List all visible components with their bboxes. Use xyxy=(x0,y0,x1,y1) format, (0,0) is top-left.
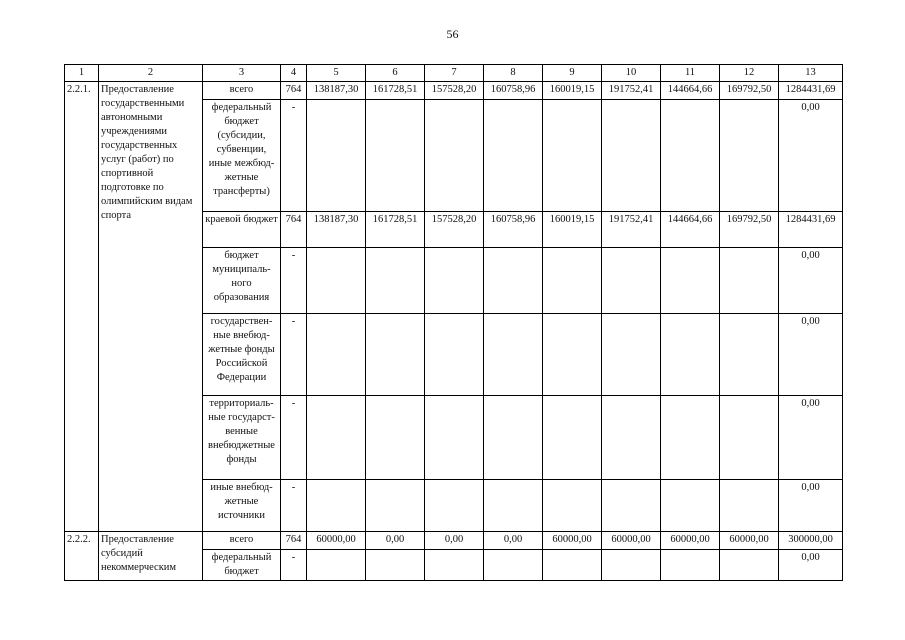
total-cell: 0,00 xyxy=(779,396,843,480)
value-cell: 144664,66 xyxy=(661,82,720,100)
value-cell xyxy=(602,248,661,314)
value-cell xyxy=(661,314,720,396)
value-cell xyxy=(307,480,366,532)
source-cell: бюджет муниципаль-ного образования xyxy=(203,248,281,314)
value-cell: 169792,50 xyxy=(720,212,779,248)
header-cell: 7 xyxy=(425,65,484,82)
value-cell xyxy=(661,396,720,480)
value-cell xyxy=(366,396,425,480)
value-cell: 144664,66 xyxy=(661,212,720,248)
value-cell xyxy=(602,314,661,396)
value-cell xyxy=(484,480,543,532)
value-cell xyxy=(484,100,543,212)
value-cell xyxy=(307,248,366,314)
value-cell: 160019,15 xyxy=(543,212,602,248)
header-cell: 10 xyxy=(602,65,661,82)
value-cell: 160758,96 xyxy=(484,212,543,248)
value-cell xyxy=(543,480,602,532)
table-row xyxy=(65,532,843,550)
code-cell: - xyxy=(281,480,307,532)
header-cell: 6 xyxy=(366,65,425,82)
header-cell: 1 xyxy=(65,65,99,82)
code-cell: 764 xyxy=(281,212,307,248)
row-index: 2.2.2. xyxy=(65,532,99,581)
value-cell xyxy=(720,550,779,581)
value-cell: 157528,20 xyxy=(425,212,484,248)
value-cell xyxy=(307,100,366,212)
value-cell: 138187,30 xyxy=(307,82,366,100)
value-cell: 0,00 xyxy=(425,532,484,550)
value-cell xyxy=(307,550,366,581)
value-cell: 60000,00 xyxy=(661,532,720,550)
value-cell xyxy=(366,248,425,314)
row-name: Предоставление государственными автономными учреждениями государственных услуг (работ) по спортивной подготовке по олимпийским видам спорта xyxy=(99,82,203,532)
value-cell xyxy=(602,550,661,581)
value-cell xyxy=(720,396,779,480)
source-cell: иные внебюд-жетные источники xyxy=(203,480,281,532)
header-row xyxy=(65,65,843,82)
value-cell xyxy=(661,100,720,212)
code-cell: - xyxy=(281,248,307,314)
total-cell: 0,00 xyxy=(779,550,843,581)
value-cell xyxy=(543,550,602,581)
value-cell xyxy=(661,550,720,581)
total-cell: 0,00 xyxy=(779,480,843,532)
value-cell xyxy=(307,396,366,480)
code-cell: 764 xyxy=(281,532,307,550)
value-cell: 60000,00 xyxy=(307,532,366,550)
value-cell xyxy=(602,396,661,480)
value-cell: 160019,15 xyxy=(543,82,602,100)
source-cell: федеральный бюджет (субсидии, субвенции, иные межбюд-жетные трансферты) xyxy=(203,100,281,212)
value-cell: 157528,20 xyxy=(425,82,484,100)
value-cell: 169792,50 xyxy=(720,82,779,100)
value-cell xyxy=(543,396,602,480)
value-cell: 60000,00 xyxy=(720,532,779,550)
value-cell: 191752,41 xyxy=(602,82,661,100)
value-cell xyxy=(484,248,543,314)
value-cell: 161728,51 xyxy=(366,82,425,100)
value-cell: 138187,30 xyxy=(307,212,366,248)
header-cell: 11 xyxy=(661,65,720,82)
header-cell: 12 xyxy=(720,65,779,82)
header-cell: 8 xyxy=(484,65,543,82)
code-cell: - xyxy=(281,550,307,581)
value-cell: 0,00 xyxy=(366,532,425,550)
value-cell xyxy=(484,314,543,396)
value-cell: 60000,00 xyxy=(543,532,602,550)
value-cell xyxy=(307,314,366,396)
code-cell: - xyxy=(281,314,307,396)
header-cell: 9 xyxy=(543,65,602,82)
source-cell: территориаль-ные государст-венные внебюджетные фонды xyxy=(203,396,281,480)
header-cell: 13 xyxy=(779,65,843,82)
value-cell xyxy=(543,314,602,396)
value-cell xyxy=(425,480,484,532)
source-cell: краевой бюджет xyxy=(203,212,281,248)
value-cell xyxy=(720,100,779,212)
total-cell: 1284431,69 xyxy=(779,82,843,100)
value-cell: 0,00 xyxy=(484,532,543,550)
value-cell xyxy=(366,100,425,212)
value-cell xyxy=(543,100,602,212)
table-row xyxy=(65,82,843,100)
row-name: Предоставление субсидий некоммерческим xyxy=(99,532,203,581)
total-cell: 1284431,69 xyxy=(779,212,843,248)
value-cell xyxy=(425,396,484,480)
value-cell xyxy=(602,100,661,212)
value-cell xyxy=(484,396,543,480)
row-index: 2.2.1. xyxy=(65,82,99,532)
value-cell: 161728,51 xyxy=(366,212,425,248)
header-cell: 2 xyxy=(99,65,203,82)
value-cell xyxy=(720,314,779,396)
value-cell xyxy=(602,480,661,532)
value-cell xyxy=(661,480,720,532)
source-cell: государствен-ные внебюд-жетные фонды Российской Федерации xyxy=(203,314,281,396)
page-number: 56 xyxy=(446,27,459,41)
value-cell xyxy=(425,314,484,396)
value-cell xyxy=(425,100,484,212)
value-cell xyxy=(366,314,425,396)
value-cell xyxy=(425,550,484,581)
source-cell: федеральный бюджет xyxy=(203,550,281,581)
total-cell: 300000,00 xyxy=(779,532,843,550)
source-cell: всего xyxy=(203,82,281,100)
value-cell: 191752,41 xyxy=(602,212,661,248)
value-cell: 160758,96 xyxy=(484,82,543,100)
total-cell: 0,00 xyxy=(779,248,843,314)
source-cell: всего xyxy=(203,532,281,550)
value-cell xyxy=(720,480,779,532)
budget-table xyxy=(64,64,843,581)
value-cell xyxy=(484,550,543,581)
value-cell xyxy=(366,550,425,581)
value-cell xyxy=(661,248,720,314)
value-cell xyxy=(720,248,779,314)
total-cell: 0,00 xyxy=(779,314,843,396)
code-cell: - xyxy=(281,396,307,480)
header-cell: 3 xyxy=(203,65,281,82)
code-cell: 764 xyxy=(281,82,307,100)
value-cell xyxy=(543,248,602,314)
value-cell: 60000,00 xyxy=(602,532,661,550)
value-cell xyxy=(366,480,425,532)
code-cell: - xyxy=(281,100,307,212)
total-cell: 0,00 xyxy=(779,100,843,212)
header-cell: 4 xyxy=(281,65,307,82)
value-cell xyxy=(425,248,484,314)
header-cell: 5 xyxy=(307,65,366,82)
